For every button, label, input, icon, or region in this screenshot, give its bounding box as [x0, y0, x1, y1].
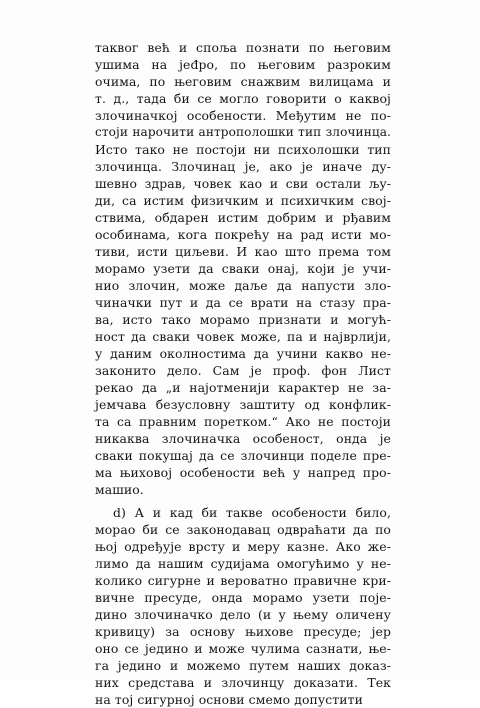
text-line: га једино и можемо путем наших доказ-	[95, 658, 391, 673]
paragraph-2	[95, 504, 391, 708]
text-line: ва, исто тако морамо признати и могућ-	[95, 312, 391, 327]
text-line: морао би се законодавац одвраћати да по	[95, 522, 391, 537]
text-line: њој одређује врсту и меру казне. Ако же-	[95, 539, 391, 554]
text-line: колико сигурне и вероватно правичне кри-	[95, 573, 391, 588]
text-line: d) А и кад би такве особености било,	[113, 505, 391, 520]
text-line: јемчава безусловну заштиту од конфлик-	[95, 397, 391, 412]
text-line: кривицу) за основу њихове пресуде; јер	[95, 624, 391, 639]
text-line: машио.	[95, 482, 144, 497]
text-line: очима, по његовим снажвим вилицама и	[95, 74, 391, 89]
text-line: Исто тако не постоји ни психолошки тип	[95, 142, 391, 157]
text-line: особинама, кога покрећу на рад исти мо-	[95, 227, 391, 242]
text-block	[95, 39, 391, 708]
text-line: никаква злочиначка особеност, онда је	[95, 431, 391, 446]
text-line: морамо узети да сваки онај, који је учи-	[95, 261, 391, 276]
text-line: нио злочин, може даље да напусти зло-	[95, 278, 391, 293]
text-line: рекао да „и најотменији карактер не за-	[95, 380, 391, 395]
text-line: тиви, исти циљеви. И као што према том	[95, 244, 391, 259]
text-line: законито дело. Сам је проф. фон Лист	[95, 363, 391, 378]
text-line: лимо да нашим судијама омогућимо у не-	[95, 556, 391, 571]
text-line: ушима на јеđро, по његовим разроким	[95, 57, 391, 72]
text-line: ма њиховој особености већ у напред про-	[95, 465, 391, 480]
text-line: сваки покушај да се злочинци поделе пре-	[95, 448, 391, 463]
text-line: ност да сваки човек може, па и најврлији,	[95, 329, 391, 344]
text-line: ди, са истим физичким и психичким свој-	[95, 193, 391, 208]
text-line: дино злочиначко дело (и у њему оличену	[95, 607, 391, 622]
text-line: т. д., тада би се могло говорити о каквој	[95, 91, 391, 106]
text-line: оно се једино и може чулима сазнати, ње-	[95, 641, 391, 656]
text-line: чиначки пут и да се врати на стазу пра-	[95, 295, 391, 310]
text-line: злочинца. Злочинац је, ако је иначе ду-	[95, 159, 391, 174]
text-line: таквог већ и споља познати по његовим	[95, 40, 391, 55]
text-line: них средстава и злочинцу доказати. Тек	[95, 675, 391, 690]
text-line: у даним околностима да учини какво не-	[95, 346, 391, 361]
text-line: вичне пресуде, онда морамо узети поје-	[95, 590, 391, 605]
paragraph-1	[95, 39, 391, 498]
text-line: злочиначкој особености. Међутим не по-	[95, 108, 391, 123]
text-line: та са правним поретком.“ Ако не постоји	[95, 414, 391, 429]
text-line: ствима, обдарен истим добрим и рђавим	[95, 210, 391, 225]
text-line: на тој сигурној основи смемо допустити	[95, 692, 363, 707]
text-line: шевно здрав, човек као и сви остали љу-	[95, 176, 391, 191]
text-line: стоји нарочити антрополошки тип злочинца.	[95, 125, 391, 139]
